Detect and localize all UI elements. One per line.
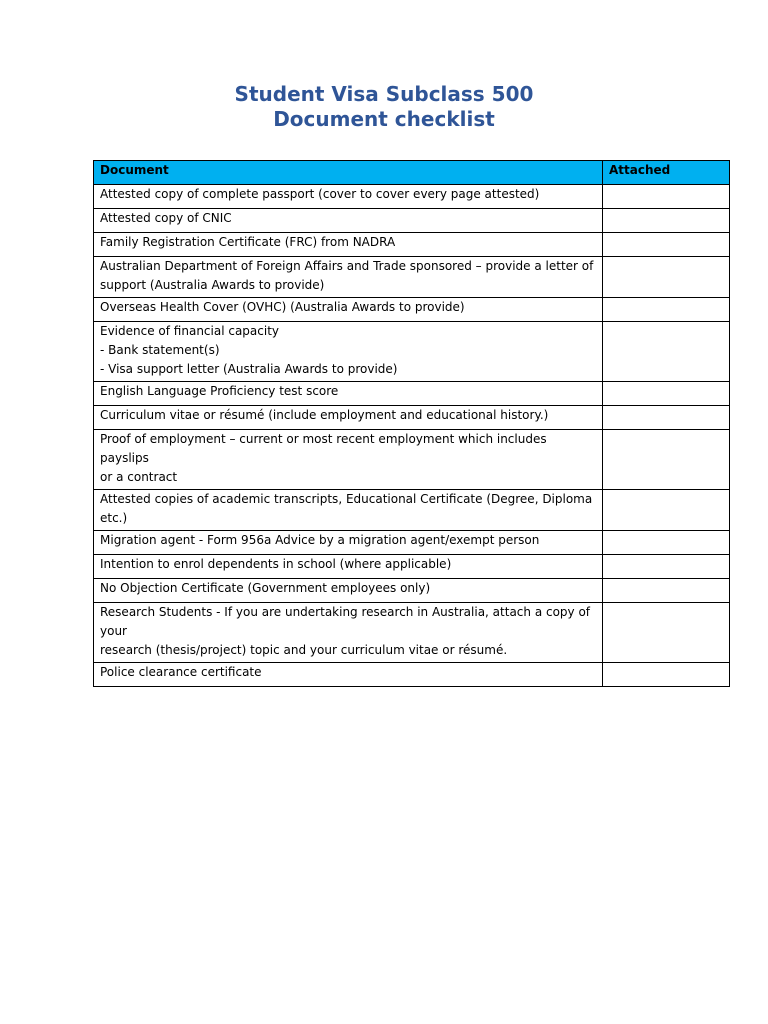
document-cell-line: research (thesis/project) topic and your curriculum vitae or résumé. <box>100 643 508 657</box>
table-row <box>94 603 730 663</box>
document-cell-line: Attested copy of CNIC <box>100 211 232 225</box>
document-cell <box>94 430 603 490</box>
attached-cell[interactable] <box>603 233 730 257</box>
attached-cell[interactable] <box>603 257 730 298</box>
document-cell-line: support (Australia Awards to provide) <box>100 278 325 292</box>
document-cell-line: - Visa support letter (Australia Awards to provide) <box>100 362 398 376</box>
attached-cell[interactable] <box>603 603 730 663</box>
document-cell-line: Evidence of financial capacity <box>100 324 280 338</box>
table-row <box>94 382 730 406</box>
table-row <box>94 257 730 298</box>
attached-cell[interactable] <box>603 322 730 382</box>
attached-cell[interactable] <box>603 579 730 603</box>
document-cell <box>94 382 603 406</box>
document-cell <box>94 663 603 687</box>
document-cell-line: Police clearance certificate <box>100 665 262 679</box>
attached-cell[interactable] <box>603 406 730 430</box>
document-cell <box>94 531 603 555</box>
column-header-attached: Attached <box>603 161 730 185</box>
document-cell-line: No Objection Certificate (Government employees only) <box>100 581 431 595</box>
document-cell <box>94 322 603 382</box>
table-header-row <box>94 161 730 185</box>
table-row <box>94 185 730 209</box>
attached-cell[interactable] <box>603 663 730 687</box>
attached-cell[interactable] <box>603 490 730 531</box>
document-cell <box>94 603 603 663</box>
document-cell <box>94 233 603 257</box>
table-row <box>94 663 730 687</box>
document-cell <box>94 490 603 531</box>
document-cell <box>94 185 603 209</box>
attached-cell[interactable] <box>603 298 730 322</box>
document-cell-line: Attested copy of complete passport (cover to cover every page attested) <box>100 187 540 201</box>
document-cell <box>94 257 603 298</box>
table-row <box>94 406 730 430</box>
document-cell-line: Migration agent - Form 956a Advice by a migration agent/exempt person <box>100 533 540 547</box>
document-cell <box>94 298 603 322</box>
table-row <box>94 579 730 603</box>
attached-cell[interactable] <box>603 209 730 233</box>
document-cell-line: etc.) <box>100 511 128 525</box>
table-row <box>94 298 730 322</box>
attached-cell[interactable] <box>603 555 730 579</box>
document-cell-line: Overseas Health Cover (OVHC) (Australia Awards to provide) <box>100 300 465 314</box>
attached-cell[interactable] <box>603 531 730 555</box>
document-cell-line: Curriculum vitae or résumé (include employment and educational history.) <box>100 408 549 422</box>
document-cell <box>94 579 603 603</box>
page-title-line-1: Student Visa Subclass 500 <box>234 82 534 106</box>
table-row <box>94 233 730 257</box>
document-cell-line: - Bank statement(s) <box>100 343 220 357</box>
page-title-line-2: Document checklist <box>273 107 495 131</box>
document-cell-line: Research Students - If you are undertaking research in Australia, attach a copy of your <box>100 605 591 638</box>
document-cell <box>94 406 603 430</box>
document-cell-line: Intention to enrol dependents in school (where applicable) <box>100 557 452 571</box>
page-title <box>0 82 768 132</box>
document-checklist-table <box>93 160 730 687</box>
document-cell-line: or a contract <box>100 470 178 484</box>
document-cell <box>94 555 603 579</box>
document-cell-line: English Language Proficiency test score <box>100 384 339 398</box>
document-cell-line: Proof of employment – current or most recent employment which includes payslips <box>100 432 547 465</box>
attached-cell[interactable] <box>603 185 730 209</box>
attached-cell[interactable] <box>603 382 730 406</box>
table-row <box>94 209 730 233</box>
table-row <box>94 555 730 579</box>
document-cell-line: Attested copies of academic transcripts, Educational Certificate (Degree, Diploma <box>100 492 593 506</box>
table-row <box>94 430 730 490</box>
column-header-document: Document <box>94 161 603 185</box>
table-row <box>94 531 730 555</box>
table-row <box>94 490 730 531</box>
table-body <box>94 185 730 687</box>
document-cell-line: Australian Department of Foreign Affairs and Trade sponsored – provide a letter of <box>100 259 594 273</box>
table-row <box>94 322 730 382</box>
document-cell-line: Family Registration Certificate (FRC) from NADRA <box>100 235 396 249</box>
document-cell <box>94 209 603 233</box>
attached-cell[interactable] <box>603 430 730 490</box>
